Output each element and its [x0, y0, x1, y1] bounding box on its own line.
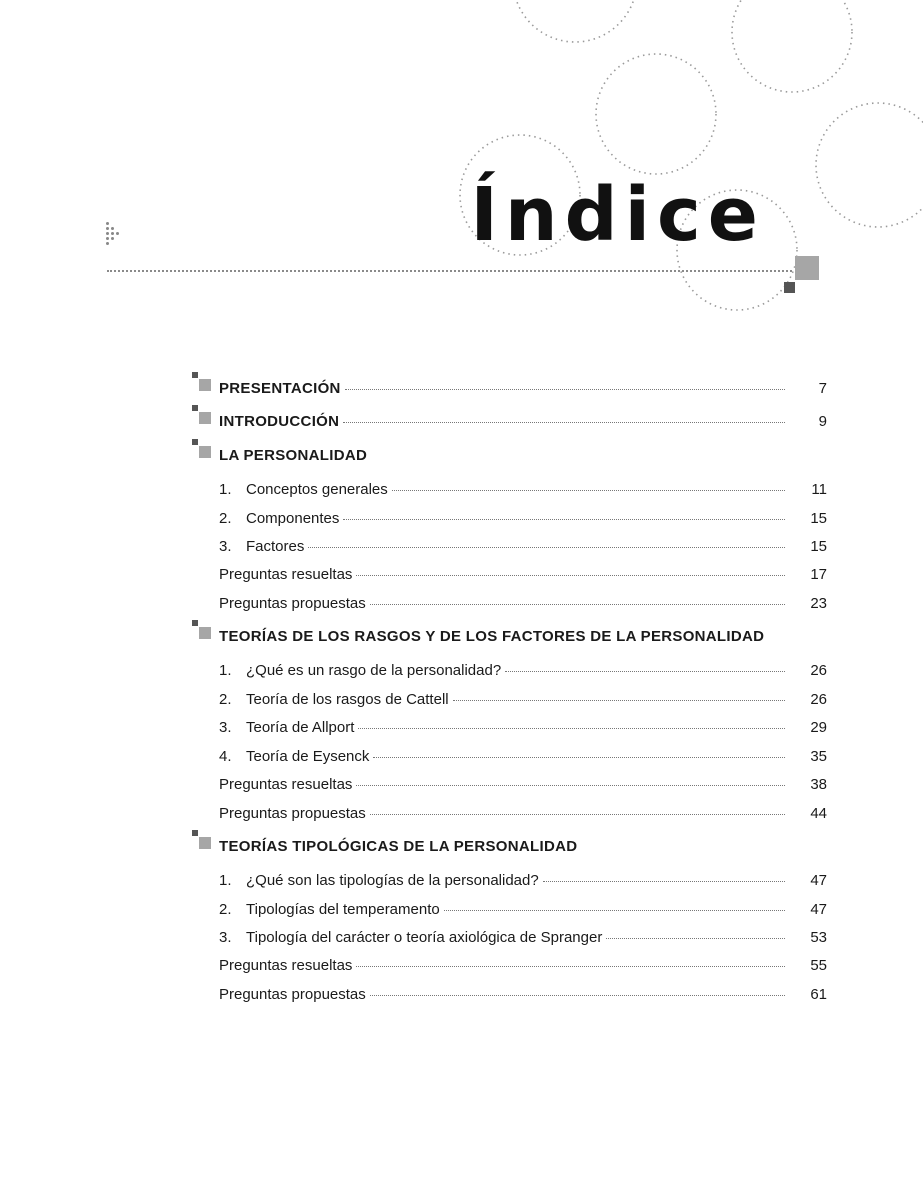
dot-leader: [356, 966, 785, 967]
toc-entry[interactable]: [219, 872, 827, 894]
toc-section-title: PRESENTACIÓN: [219, 380, 341, 397]
toc-entry[interactable]: [219, 538, 827, 560]
toc-entry-number: 3.: [219, 538, 232, 555]
toc-section-title: TEORÍAS TIPOLÓGICAS DE LA PERSONALIDAD: [219, 838, 578, 855]
dot-leader: [370, 604, 785, 605]
toc-section-title: TEORÍAS DE LOS RASGOS Y DE LOS FACTORES DE LA PERSONALIDAD: [219, 628, 765, 645]
toc-section[interactable]: [219, 447, 827, 469]
deco-circle: [596, 54, 716, 174]
dot-leader: [606, 938, 785, 939]
section-square-icon: [192, 405, 214, 427]
toc-entry-number: 2.: [219, 510, 232, 527]
toc-section[interactable]: [219, 628, 827, 650]
toc-entry[interactable]: [219, 719, 827, 741]
toc-page-number: 15: [810, 510, 827, 527]
toc-section[interactable]: [219, 380, 827, 402]
toc-page-number: 53: [810, 929, 827, 946]
toc-entry[interactable]: [219, 805, 827, 827]
dot-leader: [543, 881, 785, 882]
toc-page-number: 44: [810, 805, 827, 822]
toc-page-number: 17: [810, 566, 827, 583]
dot-leader: [356, 785, 785, 786]
toc-section[interactable]: [219, 838, 827, 860]
dot-leader: [370, 814, 785, 815]
deco-circle: [816, 103, 923, 227]
toc-page-number: 61: [810, 986, 827, 1003]
toc-page-number: 7: [818, 380, 827, 397]
toc-entry-number: 1.: [219, 872, 232, 889]
toc-section-title: LA PERSONALIDAD: [219, 447, 368, 464]
header-dotted-rule: [107, 270, 792, 272]
toc-page-number: 35: [810, 748, 827, 765]
dot-leader: [358, 728, 785, 729]
toc-page-number: 26: [810, 662, 827, 679]
toc-entry-title: Tipología del carácter o teoría axiológica de Spranger: [246, 929, 603, 946]
dot-leader: [373, 757, 785, 758]
toc-page-number: 29: [810, 719, 827, 736]
dot-leader: [356, 575, 785, 576]
toc-entry[interactable]: [219, 566, 827, 588]
toc-page-number: 23: [810, 595, 827, 612]
toc-page-number: 38: [810, 776, 827, 793]
toc-entry-number: 4.: [219, 748, 232, 765]
toc-entry-title: Preguntas resueltas: [219, 566, 353, 583]
toc-entry[interactable]: [219, 776, 827, 798]
page-title: Índice: [470, 172, 765, 258]
corner-square-large: [795, 256, 819, 280]
toc-entry-title: ¿Qué son las tipologías de la personalidad?: [246, 872, 539, 889]
toc-entry-number: 1.: [219, 481, 232, 498]
toc-entry-number: 2.: [219, 901, 232, 918]
toc-entry-title: Preguntas resueltas: [219, 957, 353, 974]
toc-entry-title: Preguntas propuestas: [219, 805, 366, 822]
toc-entry[interactable]: [219, 662, 827, 684]
toc-entry-title: Teoría de los rasgos de Cattell: [246, 691, 449, 708]
toc-entry-number: 3.: [219, 929, 232, 946]
dot-leader: [392, 490, 785, 491]
side-dot-mark: [106, 222, 122, 246]
toc-entry[interactable]: [219, 481, 827, 503]
dot-leader: [343, 519, 785, 520]
deco-circle: [513, 0, 637, 42]
dot-leader: [370, 995, 785, 996]
toc-entry-title: ¿Qué es un rasgo de la personalidad?: [246, 662, 502, 679]
toc-entry[interactable]: [219, 986, 827, 1008]
dot-leader: [343, 422, 785, 423]
corner-square-small: [784, 282, 795, 293]
toc-entry[interactable]: [219, 510, 827, 532]
dot-leader: [308, 547, 785, 548]
toc-entry[interactable]: [219, 901, 827, 923]
toc-entry-title: Factores: [246, 538, 305, 555]
toc-entry[interactable]: [219, 691, 827, 713]
toc-entry-title: Teoría de Allport: [246, 719, 355, 736]
toc-entry-title: Componentes: [246, 510, 340, 527]
section-square-icon: [192, 830, 214, 852]
toc-entry-number: 3.: [219, 719, 232, 736]
toc-entry-title: Teoría de Eysenck: [246, 748, 370, 765]
toc-entry-number: 2.: [219, 691, 232, 708]
dot-leader: [345, 389, 785, 390]
toc-page-number: 26: [810, 691, 827, 708]
toc-page-number: 11: [811, 481, 827, 498]
toc-page-number: 9: [818, 413, 827, 430]
toc-page-number: 55: [810, 957, 827, 974]
toc-entry-title: Preguntas propuestas: [219, 595, 366, 612]
toc-entry[interactable]: [219, 957, 827, 979]
toc-entry-title: Conceptos generales: [246, 481, 388, 498]
toc-section-title: INTRODUCCIÓN: [219, 413, 340, 430]
section-square-icon: [192, 439, 214, 461]
toc-section[interactable]: [219, 413, 827, 435]
toc-entry-title: Preguntas resueltas: [219, 776, 353, 793]
toc-entry[interactable]: [219, 595, 827, 617]
deco-circle: [732, 0, 852, 92]
section-square-icon: [192, 620, 214, 642]
dot-leader: [505, 671, 785, 672]
toc-entry-title: Preguntas propuestas: [219, 986, 366, 1003]
toc-entry-number: 1.: [219, 662, 232, 679]
toc-page-number: 47: [810, 901, 827, 918]
toc-page-number: 15: [810, 538, 827, 555]
toc-entry[interactable]: [219, 748, 827, 770]
toc-entry[interactable]: [219, 929, 827, 951]
dot-leader: [453, 700, 785, 701]
dot-leader: [444, 910, 785, 911]
section-square-icon: [192, 372, 214, 394]
toc-entry-title: Tipologías del temperamento: [246, 901, 440, 918]
toc-page-number: 47: [810, 872, 827, 889]
